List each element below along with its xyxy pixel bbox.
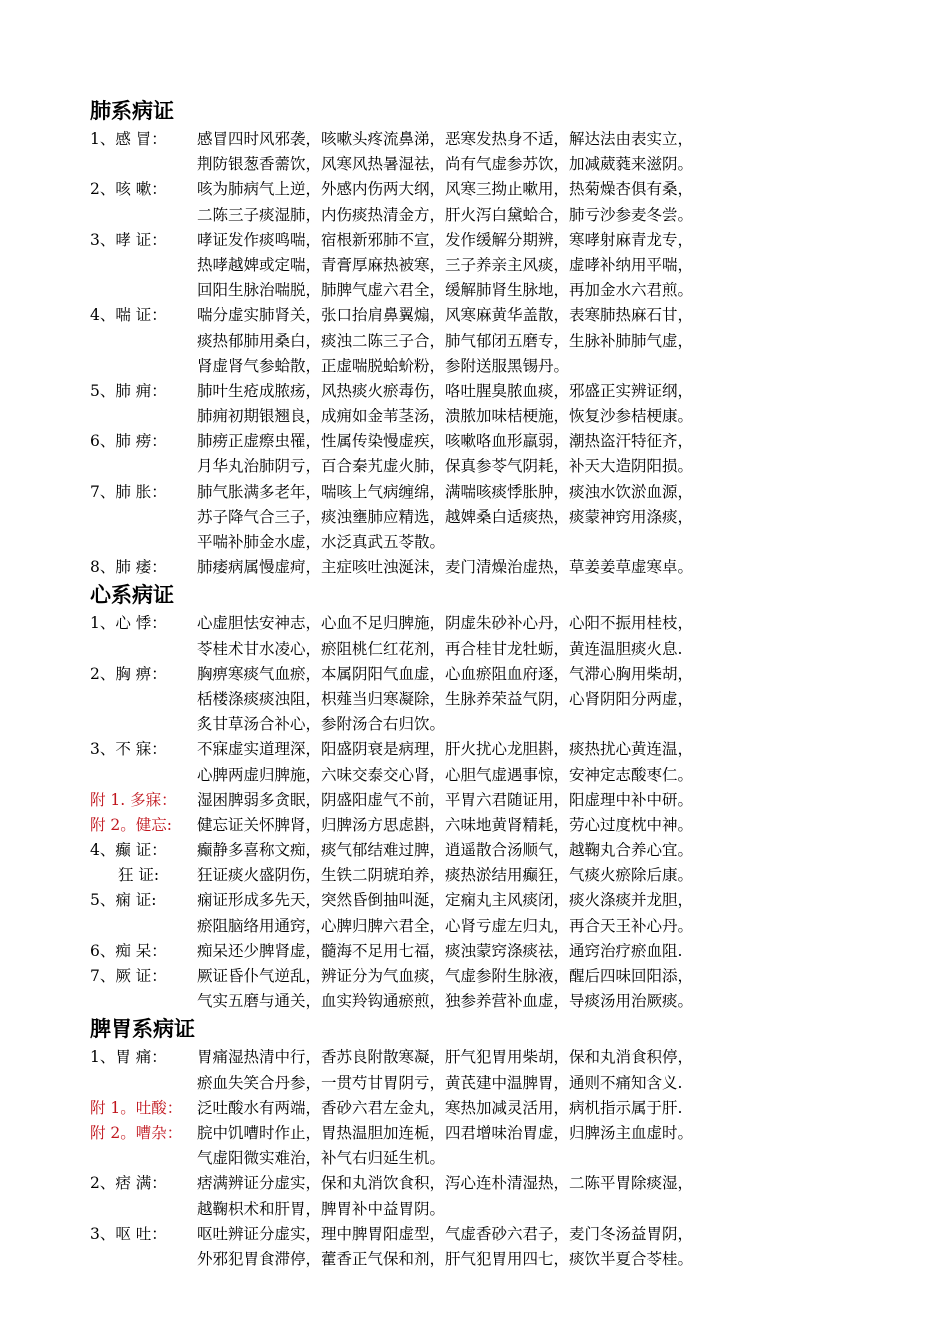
verse-lines (197, 964, 920, 1014)
verse-line: 痴呆还少脾肾虚，髓海不足用七福，痰浊蒙窍涤痰祛，通窍治疗瘀血阻. (197, 941, 683, 960)
verse-line: 荆防银葱香薷饮，风寒风热暑湿祛，尚有气虚参苏饮，加减葳蕤来滋阴。 (197, 155, 694, 174)
verse-lines (197, 429, 920, 479)
verse-entry (90, 1121, 920, 1171)
entry-label: 2、胸 痹： (90, 664, 167, 683)
entry-label: 2、咳 嗽： (90, 180, 167, 199)
verse-entry (90, 788, 920, 813)
verse-lines (197, 788, 920, 813)
entry-label: 5、肺 痈： (90, 381, 167, 400)
verse-lines (197, 939, 920, 964)
verse-entry (90, 662, 920, 738)
verse-entry (90, 379, 920, 429)
verse-line: 瘀阻脑络用通窍，心脾归脾六君全，心肾亏虚左归丸，再合天王补心丹。 (197, 916, 694, 935)
verse-entry (90, 813, 920, 838)
verse-line: 心脾两虚归脾施，六味交泰交心肾，心胆气虚遇事惊，安神定志酸枣仁。 (197, 765, 694, 784)
verse-lines (197, 555, 920, 580)
entry-label: 6、肺 痨： (90, 432, 167, 451)
verse-line: 气实五磨与通关，血实羚钩通瘀煎，独参养营补血虚，导痰汤用治厥痰。 (197, 992, 694, 1011)
entry-label: 1、胃 痛： (90, 1048, 167, 1067)
verse-entry (90, 127, 920, 177)
verse-line: 胸痹寒痰气血瘀，本属阴阳气血虚，心血瘀阻血府逐，气滞心胸用柴胡， (197, 664, 694, 683)
entry-label: 5、痫 证: (90, 891, 157, 910)
verse-entry (90, 228, 920, 304)
verse-lines (197, 1045, 920, 1095)
verse-lines (197, 737, 920, 787)
verse-entry (90, 863, 920, 888)
verse-line: 外邪犯胃食滞停，藿香正气保和剂，肝气犯胃用四七，痰饮半夏合苓桂。 (197, 1249, 694, 1268)
verse-line: 回阳生脉治喘脱，肺脾气虚六君全，缓解肺肾生脉地，再加金水六君煎。 (197, 281, 694, 300)
entry-label: 4、喘 证： (90, 306, 167, 325)
verse-lines (197, 379, 920, 429)
verse-line: 瘀血失笑合丹参，一贯芍甘胃阴亏，黄芪建中温脾胃，通则不痛知含义. (197, 1073, 683, 1092)
verse-line: 肺痨正虚瘵虫罹，性属传染慢虚疾，咳嗽咯血形羸弱，潮热盗汗特征齐， (197, 432, 694, 451)
verse-entry (90, 177, 920, 227)
verse-lines (197, 303, 920, 379)
appendix-label: 附 1。吐酸： (90, 1098, 183, 1117)
verse-line: 癫静多喜称文痴，痰气郁结难过脾，逍遥散合汤顺气，越鞠丸合养心宜。 (197, 841, 694, 860)
verse-lines (197, 611, 920, 661)
verse-entry (90, 888, 920, 938)
verse-lines (197, 1121, 920, 1171)
verse-line: 呕吐辨证分虚实，理中脾胃阳虚型，气虚香砂六君子，麦门冬汤益胃阴， (197, 1224, 694, 1243)
verse-line: 肺叶生疮成脓疡，风热痰火瘀毒伤，咯吐腥臭脓血痰，邪盛正实辨证纲， (197, 381, 694, 400)
entry-label: 1、感 冒： (90, 130, 167, 148)
appendix-label: 附 2。健忘: (90, 815, 173, 834)
entry-label: 4、癫 证： (90, 841, 167, 860)
entry-label: 7、厥 证： (90, 967, 167, 985)
verse-line: 肺痿病属慢虚疴，主症咳吐浊涎沫，麦门清燥治虚热，草姜姜草虚寒卓。 (197, 558, 694, 577)
verse-line: 气虚阳微实难治，补气右归延生机。 (197, 1149, 446, 1168)
verse-entry (90, 737, 920, 787)
entry-label: 1、心 悸： (90, 614, 167, 633)
verse-lines (197, 480, 920, 556)
verse-line: 泛吐酸水有两端，香砂六君左金丸，寒热加减灵活用，病机指示属于肝. (197, 1098, 683, 1117)
entry-label: 6、痴 呆： (90, 941, 167, 960)
verse-line: 肺气胀满多老年，喘咳上气病缠绵，满喘咳痰悸胀肿，痰浊水饮淤血源， (197, 482, 694, 501)
verse-lines (197, 177, 920, 227)
verse-entry (90, 838, 920, 863)
verse-line: 炙甘草汤合补心，参附汤合右归饮。 (197, 715, 446, 734)
entry-label: 8、肺 痿： (90, 558, 167, 577)
verse-line: 平喘补肺金水虚，水泛真武五苓散。 (197, 533, 446, 551)
verse-entry (90, 964, 920, 1014)
verse-entry (90, 939, 920, 964)
verse-line: 脘中饥嘈时作止，胃热温胆加连栀，四君增味治胃虚，归脾汤主血虚时。 (197, 1123, 694, 1142)
verse-lines (197, 127, 920, 177)
verse-line: 厥证昏仆气逆乱，辨证分为气血痰，气虚参附生脉液，醒后四味回阳添， (197, 967, 694, 985)
appendix-label: 附 2。嘈杂： (90, 1123, 183, 1142)
verse-line: 肾虚肾气参蛤散，正虚喘脱蛤蚧粉，参附送服黑锡丹。 (197, 356, 570, 375)
verse-line: 不寐虚实道理深，阳盛阴衰是病理，肝火扰心龙胆斟，痰热扰心黄连温， (197, 740, 694, 759)
verse-line: 哮证发作痰鸣喘，宿根新邪肺不宣，发作缓解分期辨，寒哮射麻青龙专， (197, 230, 694, 249)
verse-line: 月华丸治肺阴亏，百合秦艽虚火肺，保真参苓气阴耗，补天大造阴阳损。 (197, 457, 694, 476)
section-title: 脾胃系病证 (90, 1017, 195, 1042)
verse-lines (197, 863, 920, 888)
verse-entry (90, 1045, 920, 1095)
verse-entry (90, 1222, 920, 1272)
verse-entry (90, 429, 920, 479)
verse-line: 胃痛湿热清中行，香苏良附散寒凝，肝气犯胃用柴胡，保和丸消食积停， (197, 1048, 694, 1067)
verse-line: 狂证痰火盛阴伤，生铁二阴琥珀养，痰热淤结用癫狂，气痰火瘀除后康。 (197, 866, 694, 885)
entry-label: 2、痞 满： (90, 1174, 167, 1193)
verse-entry (90, 1171, 920, 1221)
verse-lines (197, 1222, 920, 1272)
document-body (90, 96, 920, 1272)
verse-lines (197, 813, 920, 838)
verse-line: 湿困脾弱多贪眠，阴盛阳虚气不前，平胃六君随证用，阳虚理中补中研。 (197, 790, 694, 809)
verse-lines (197, 1096, 920, 1121)
verse-entry (90, 555, 920, 580)
verse-line: 感冒四时风邪袭，咳嗽头疼流鼻涕，恶寒发热身不适，解达法由表实立， (197, 130, 694, 148)
verse-lines (197, 838, 920, 863)
verse-line: 热哮越婢或定喘，青膏厚麻热被寒，三子养亲主风痰，虚哮补纳用平喘， (197, 255, 694, 274)
verse-line: 二陈三子痰湿肺，内伤痰热清金方，肝火泻白黛蛤合，肺亏沙参麦冬尝。 (197, 205, 694, 224)
entry-label: 3、不 寐： (90, 740, 167, 759)
verse-entry (90, 480, 920, 556)
verse-line: 越鞠枳术和肝胃，脾胃补中益胃阴。 (197, 1199, 446, 1218)
verse-entry (90, 1096, 920, 1121)
entry-label: 7、肺 胀： (90, 482, 167, 501)
section-title: 心系病证 (90, 583, 174, 608)
verse-lines (197, 662, 920, 738)
entry-label: 3、呕 吐： (90, 1224, 167, 1243)
verse-lines (197, 1171, 920, 1221)
verse-line: 栝楼涤痰痰浊阻，枳薤当归寒凝除，生脉养荣益气阴，心肾阴阳分两虚， (197, 689, 694, 708)
verse-entry (90, 303, 920, 379)
section-title: 肺系病证 (90, 99, 174, 123)
verse-line: 心虚胆怯安神志，心血不足归脾施，阴虚朱砂补心丹，心阳不振用桂枝， (197, 614, 694, 633)
appendix-label: 附 1. 多寐： (90, 790, 177, 809)
verse-line: 苓桂术甘水凌心，瘀阻桃仁红花剂，再合桂甘龙牡蛎，黄连温胆痰火息. (197, 639, 683, 658)
verse-line: 肺痈初期银翘良，成痈如金苇茎汤，溃脓加味桔梗施，恢复沙参桔梗康。 (197, 407, 694, 426)
verse-line: 痞满辨证分虚实，保和丸消饮食积，泻心连朴清湿热，二陈平胃除痰湿， (197, 1174, 694, 1193)
verse-line: 痰热郁肺用桑白，痰浊二陈三子合，肺气郁闭五磨专，生脉补肺肺气虚， (197, 331, 694, 350)
verse-line: 痫证形成多先天，突然昏倒抽叫涎，定痫丸主风痰闭，痰火涤痰并龙胆， (197, 891, 694, 910)
verse-line: 苏子降气合三子，痰浊壅肺应精选，越婢桑白适痰热，痰蒙神窍用涤痰， (197, 507, 694, 526)
verse-line: 咳为肺病气上逆，外感内伤两大纲，风寒三拗止嗽用，热菊燥杏俱有桑， (197, 180, 694, 199)
verse-line: 喘分虚实肺肾关，张口抬肩鼻翼煽，风寒麻黄华盖散，表寒肺热麻石甘， (197, 306, 694, 325)
verse-lines (197, 888, 920, 938)
verse-line: 健忘证关怀脾肾，归脾汤方思虑斟，六味地黄肾精耗，劳心过度枕中神。 (197, 815, 694, 834)
entry-label: 3、哮 证： (90, 230, 167, 249)
entry-label: 狂 证: (118, 866, 160, 885)
verse-entry (90, 611, 920, 661)
verse-lines (197, 228, 920, 304)
